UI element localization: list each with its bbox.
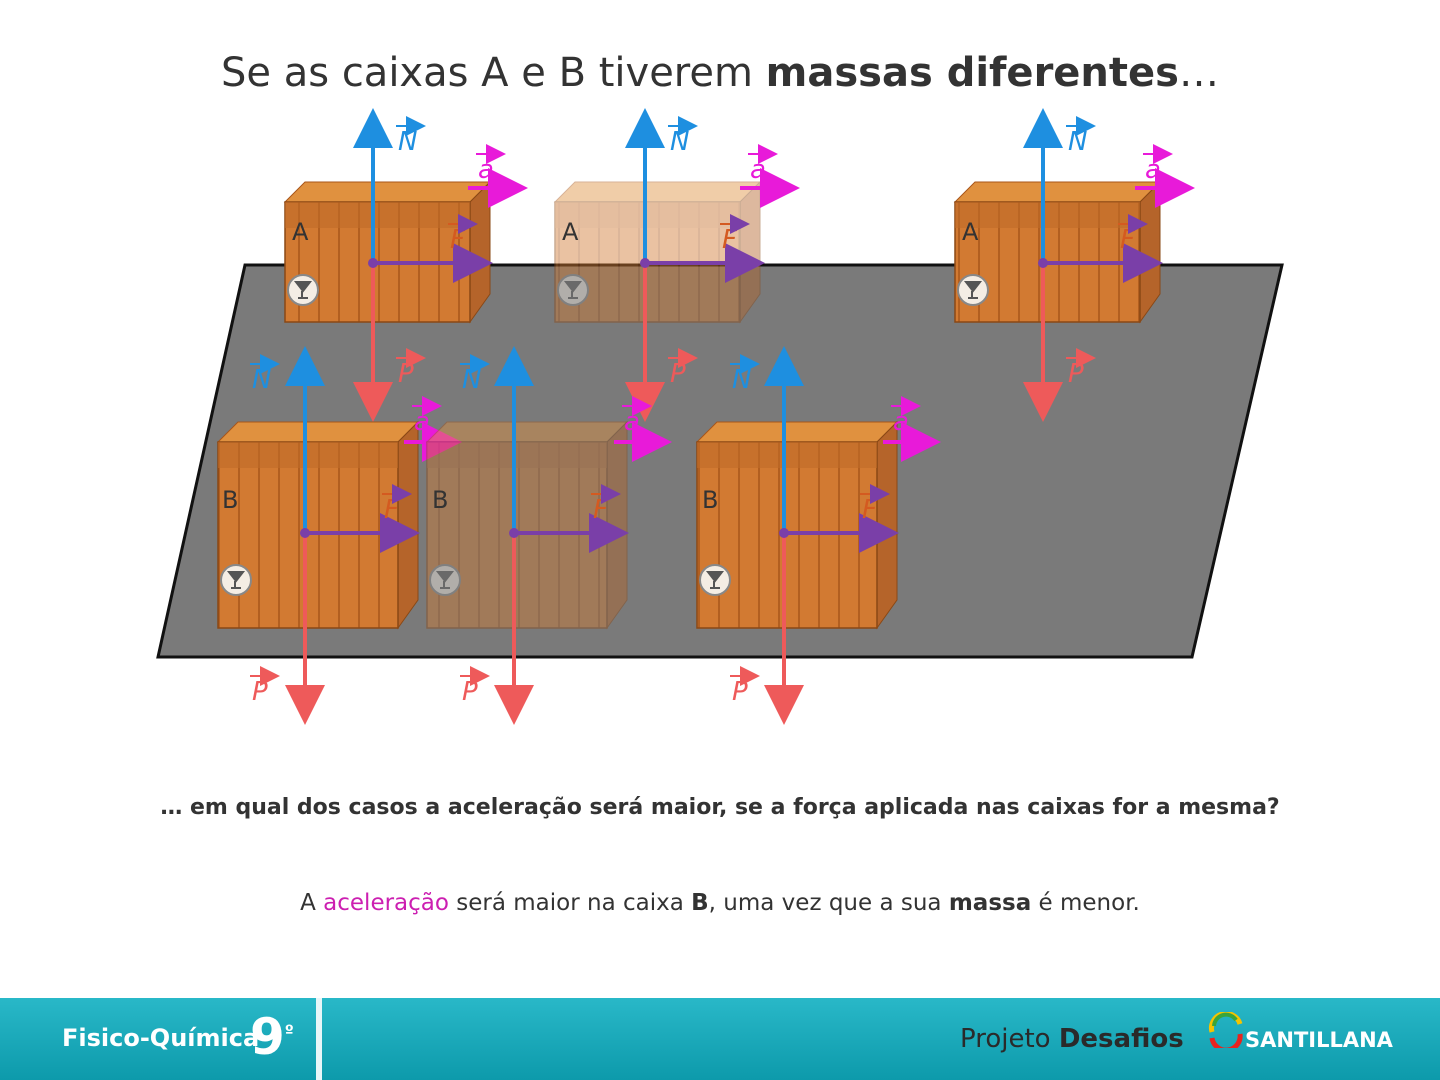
label-n-a3: N xyxy=(1068,127,1088,157)
box-b-3-label: B xyxy=(702,486,719,514)
label-f-a1: F xyxy=(450,225,465,255)
label-p-b1: P xyxy=(252,677,268,707)
box-a-2-top xyxy=(555,182,760,202)
box-b-3 xyxy=(697,422,897,628)
projeto-logo: Projeto Desafios xyxy=(960,1024,1184,1054)
label-n-a1: N xyxy=(398,127,418,157)
label-n-b1: N xyxy=(252,365,272,395)
grade-label: $9^º$ xyxy=(250,1008,294,1066)
santillana-logo-icon xyxy=(1208,1012,1244,1048)
box-a-1-top xyxy=(285,182,490,202)
label-a-b1: a xyxy=(414,407,430,437)
box-b-2-top xyxy=(427,422,627,442)
center-dot-a2 xyxy=(640,258,650,268)
box-b-1-band xyxy=(218,442,398,468)
box-b-1-side xyxy=(398,422,418,628)
label-a-a2: a xyxy=(750,155,766,185)
label-n-b2: N xyxy=(462,365,482,395)
box-b-2 xyxy=(427,422,627,628)
center-dot-b2 xyxy=(509,528,519,538)
box-b-3-side xyxy=(877,422,897,628)
label-n-a2: N xyxy=(670,127,690,157)
label-p-a3: P xyxy=(1068,359,1084,389)
footer-divider xyxy=(316,998,322,1080)
subject-label: Fisico-Química xyxy=(62,1024,260,1052)
answer-text: A aceleração será maior na caixa B, uma vez que a sua massa é menor. xyxy=(300,890,1140,916)
label-f-b2: F xyxy=(593,495,608,525)
center-dot-a3 xyxy=(1038,258,1048,268)
slide-title: Se as caixas A e B tiverem massas diferentes… xyxy=(221,50,1219,96)
box-b-2-band xyxy=(427,442,607,468)
box-a-1-band xyxy=(285,202,470,228)
box-b-1 xyxy=(218,422,418,628)
box-b-2-label: B xyxy=(432,486,449,514)
center-dot-a1 xyxy=(368,258,378,268)
box-a-3-band xyxy=(955,202,1140,228)
box-b-1-top xyxy=(218,422,418,442)
label-a-b2: a xyxy=(624,407,640,437)
question-text: … em qual dos casos a aceleração será maior, se a força aplicada nas caixas for a mesma? xyxy=(160,795,1280,820)
label-p-b2: P xyxy=(462,677,478,707)
label-f-b1: F xyxy=(384,495,399,525)
label-p-b3: P xyxy=(732,677,748,707)
label-p-a2: P xyxy=(670,359,686,389)
label-a-a3: a xyxy=(1145,155,1161,185)
center-dot-b3 xyxy=(779,528,789,538)
footer-bar xyxy=(0,998,1440,1080)
box-a-3-label: A xyxy=(962,218,979,246)
label-p-a1: P xyxy=(398,359,414,389)
label-a-a1: a xyxy=(478,155,494,185)
box-a-2-label: A xyxy=(562,218,579,246)
box-a-3-top xyxy=(955,182,1160,202)
box-a-2-band xyxy=(555,202,740,228)
label-f-b3: F xyxy=(862,495,877,525)
label-n-b3: N xyxy=(732,365,752,395)
box-b-1-label: B xyxy=(222,486,239,514)
box-b-3-top xyxy=(697,422,897,442)
box-b-3-band xyxy=(697,442,877,468)
label-f-a3: F xyxy=(1120,225,1135,255)
publisher-logo: SANTILLANA xyxy=(1245,1028,1393,1052)
center-dot-b1 xyxy=(300,528,310,538)
box-a-1-label: A xyxy=(292,218,309,246)
box-b-2-side xyxy=(607,422,627,628)
label-a-b3: a xyxy=(893,407,909,437)
label-f-a2: F xyxy=(722,225,737,255)
